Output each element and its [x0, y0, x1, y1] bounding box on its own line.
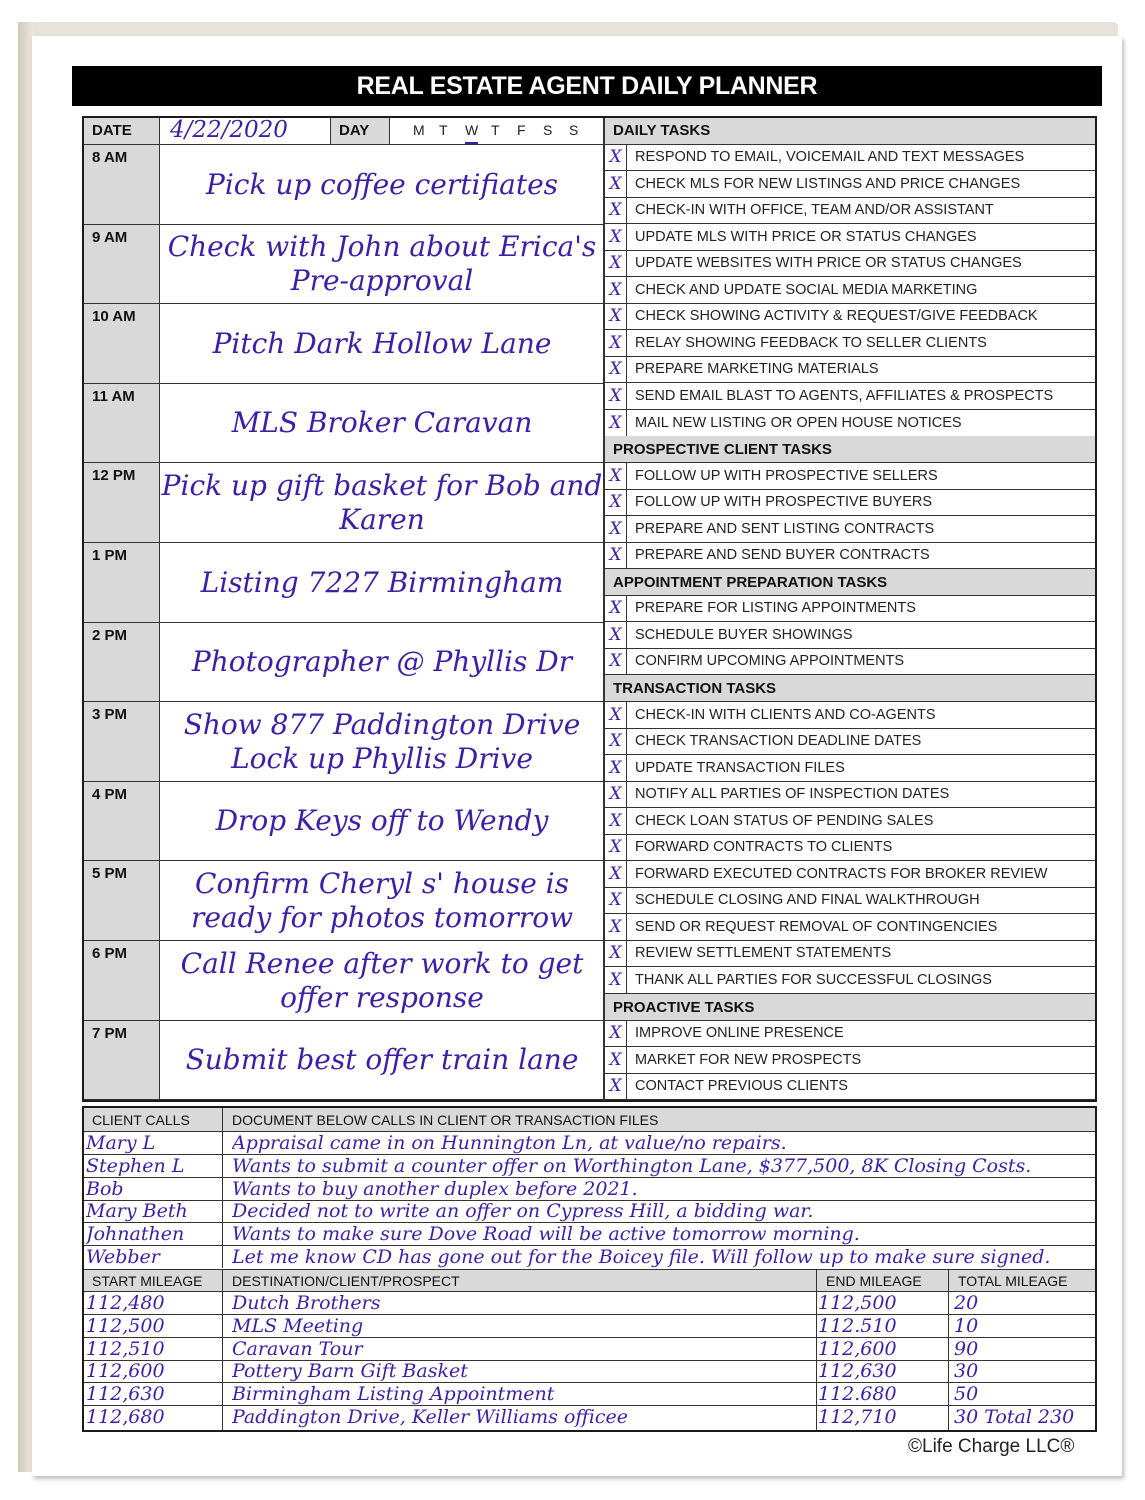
start-mileage: 112,480	[86, 1292, 165, 1314]
task-checkbox[interactable]: X	[605, 595, 627, 621]
task-section-heading: PROACTIVE TASKS	[605, 994, 1095, 1021]
hour-block	[84, 941, 604, 1021]
task-checkbox[interactable]: X	[605, 463, 627, 489]
task-label: CHECK LOAN STATUS OF PENDING SALES	[635, 813, 934, 829]
task-label: FORWARD CONTRACTS TO CLIENTS	[635, 839, 893, 855]
task-checkbox[interactable]: X	[605, 808, 627, 834]
task-row[interactable]	[605, 383, 1095, 410]
table-row	[84, 1292, 1095, 1315]
task-row[interactable]	[605, 834, 1095, 861]
task-row[interactable]	[605, 940, 1095, 967]
task-label: MARKET FOR NEW PROSPECTS	[635, 1052, 862, 1068]
total-mileage: 90	[954, 1338, 979, 1360]
task-label: FOLLOW UP WITH PROSPECTIVE BUYERS	[635, 494, 933, 510]
task-row[interactable]	[605, 1020, 1095, 1047]
hour-block	[84, 1021, 604, 1100]
task-checkbox[interactable]: X	[605, 1020, 627, 1046]
hour-block	[84, 145, 604, 225]
task-checkbox[interactable]: X	[605, 250, 627, 276]
date-label: DATE	[84, 118, 160, 144]
task-label: THANK ALL PARTIES FOR SUCCESSFUL CLOSINGS	[635, 972, 992, 988]
task-label: CHECK AND UPDATE SOCIAL MEDIA MARKETING	[635, 282, 978, 298]
task-label: SEND EMAIL BLAST TO AGENTS, AFFILIATES & PROSPECTS	[635, 388, 1054, 404]
table-row	[84, 1132, 1095, 1155]
hour-label: 3 PM	[84, 702, 160, 781]
day-option[interactable]: S	[543, 122, 553, 138]
day-selector	[405, 118, 600, 144]
task-row[interactable]	[605, 755, 1095, 782]
table-row	[84, 1178, 1095, 1201]
task-checkbox[interactable]: X	[605, 330, 627, 356]
task-row[interactable]	[605, 356, 1095, 383]
table-row	[84, 1383, 1095, 1406]
destination: Birmingham Listing Appointment	[232, 1383, 555, 1405]
task-row[interactable]	[605, 861, 1095, 888]
table-row	[84, 1360, 1095, 1383]
task-label: FORWARD EXECUTED CONTRACTS FOR BROKER REVIEW	[635, 866, 1048, 882]
hour-note[interactable]: Pick up coffee certifiates	[205, 167, 559, 201]
task-label: CHECK-IN WITH OFFICE, TEAM AND/OR ASSISTANT	[635, 202, 994, 218]
task-checkbox[interactable]: X	[605, 702, 627, 728]
copyright: ©Life Charge LLC®	[908, 1436, 1075, 1457]
task-checkbox[interactable]: X	[605, 356, 627, 382]
hour-note[interactable]: Show 877 Paddington Drive Lock up Phyllis Drive	[183, 707, 581, 775]
destination: MLS Meeting	[232, 1315, 364, 1337]
task-label: CHECK TRANSACTION DEADLINE DATES	[635, 733, 922, 749]
task-checkbox[interactable]: X	[605, 622, 627, 648]
task-checkbox[interactable]: X	[605, 224, 627, 250]
hour-label: 9 AM	[84, 225, 160, 303]
mileage-destination-header: DESTINATION/CLIENT/PROSPECT	[232, 1273, 460, 1289]
hour-label: 11 AM	[84, 384, 160, 462]
hour-note[interactable]: Confirm Cheryl s' house is ready for photos tomorrow	[190, 866, 574, 934]
date-value: 4/22/2020	[170, 117, 288, 143]
task-label: PREPARE AND SEND BUYER CONTRACTS	[635, 547, 930, 563]
task-row[interactable]	[605, 781, 1095, 808]
start-mileage: 112,630	[86, 1383, 165, 1405]
task-checkbox[interactable]: X	[605, 781, 627, 807]
task-checkbox[interactable]: X	[605, 144, 627, 170]
task-label: CONFIRM UPCOMING APPOINTMENTS	[635, 653, 905, 669]
task-label: SEND OR REQUEST REMOVAL OF CONTINGENCIES	[635, 919, 998, 935]
task-section-heading: DAILY TASKS	[613, 122, 711, 139]
call-note: Wants to make sure Dove Road will be active tomorrow morning.	[232, 1223, 860, 1245]
task-row[interactable]	[605, 516, 1095, 543]
task-checkbox[interactable]: X	[605, 1047, 627, 1073]
mileage-end-header: END MILEAGE	[826, 1273, 922, 1289]
hour-block	[84, 543, 604, 623]
task-checkbox[interactable]: X	[605, 755, 627, 781]
hour-label: 10 AM	[84, 304, 160, 383]
destination: Paddington Drive, Keller Williams officee	[232, 1406, 629, 1428]
task-label: CHECK MLS FOR NEW LISTINGS AND PRICE CHANGES	[635, 176, 1021, 192]
end-mileage: 112.680	[818, 1383, 897, 1405]
task-label: PREPARE MARKETING MATERIALS	[635, 361, 879, 377]
hour-block	[84, 463, 604, 543]
task-row[interactable]	[605, 1047, 1095, 1074]
task-label: REVIEW SETTLEMENT STATEMENTS	[635, 945, 892, 961]
task-row[interactable]	[605, 967, 1095, 994]
hour-label: 6 PM	[84, 941, 160, 1020]
task-label: SCHEDULE BUYER SHOWINGS	[635, 627, 853, 643]
hour-label: 1 PM	[84, 543, 160, 622]
client-name: Mary L	[86, 1132, 156, 1154]
mileage-start-header: START MILEAGE	[92, 1273, 203, 1289]
task-label: RESPOND TO EMAIL, VOICEMAIL AND TEXT MESSAGES	[635, 149, 1025, 165]
client-name: Johnathen	[86, 1223, 185, 1245]
hour-block	[84, 861, 604, 941]
task-checkbox[interactable]: X	[605, 489, 627, 515]
task-checkbox[interactable]: X	[605, 410, 627, 436]
day-option[interactable]: S	[569, 122, 579, 138]
task-row[interactable]	[605, 224, 1095, 251]
task-checkbox[interactable]: X	[605, 967, 627, 993]
task-row[interactable]	[605, 250, 1095, 277]
task-label: CONTACT PREVIOUS CLIENTS	[635, 1078, 848, 1094]
task-checkbox[interactable]: X	[605, 542, 627, 568]
total-mileage: 30 Total 230	[954, 1406, 1075, 1428]
task-label: UPDATE TRANSACTION FILES	[635, 760, 845, 776]
task-row[interactable]	[605, 144, 1095, 171]
day-label: DAY	[330, 118, 390, 144]
table-row	[84, 1406, 1095, 1429]
start-mileage: 112,680	[86, 1406, 165, 1428]
hour-label: 5 PM	[84, 861, 160, 940]
task-row[interactable]	[605, 648, 1095, 675]
task-row[interactable]	[605, 197, 1095, 224]
start-mileage: 112,500	[86, 1315, 165, 1337]
task-section-heading: PROSPECTIVE CLIENT TASKS	[605, 436, 1095, 463]
day-option[interactable]: M	[413, 122, 425, 138]
task-checkbox[interactable]: X	[605, 1073, 627, 1099]
task-row[interactable]	[605, 542, 1095, 569]
table-row	[84, 1315, 1095, 1338]
hour-block	[84, 384, 604, 463]
hour-label: 7 PM	[84, 1021, 160, 1099]
page-title: REAL ESTATE AGENT DAILY PLANNER	[72, 66, 1102, 106]
task-row[interactable]	[605, 463, 1095, 490]
hour-note[interactable]: Submit best offer train lane	[185, 1043, 579, 1076]
hour-note[interactable]: Call Renee after work to get offer response	[180, 946, 584, 1014]
call-note: Let me know CD has gone out for the Boicey file. Will follow up to make sure signed.	[232, 1246, 1051, 1268]
task-checkbox[interactable]: X	[605, 834, 627, 860]
task-section-heading: TRANSACTION TASKS	[605, 675, 1095, 702]
task-row[interactable]	[605, 622, 1095, 649]
hour-note[interactable]: Pitch Dark Hollow Lane	[212, 326, 552, 360]
client-name: Bob	[86, 1178, 124, 1200]
day-option[interactable]: T	[439, 122, 448, 138]
task-checkbox[interactable]: X	[605, 303, 627, 329]
task-checkbox[interactable]: X	[605, 648, 627, 674]
task-section-heading: APPOINTMENT PREPARATION TASKS	[605, 569, 1095, 596]
task-label: UPDATE WEBSITES WITH PRICE OR STATUS CHANGES	[635, 255, 1022, 271]
hour-label: 4 PM	[84, 782, 160, 860]
task-checkbox[interactable]: X	[605, 914, 627, 940]
task-label: MAIL NEW LISTING OR OPEN HOUSE NOTICES	[635, 415, 962, 431]
task-row[interactable]	[605, 171, 1095, 198]
mileage-total-header: TOTAL MILEAGE	[958, 1273, 1068, 1289]
destination: Dutch Brothers	[232, 1292, 381, 1314]
hour-note[interactable]: Check with John about Erica's Pre-approval	[167, 230, 597, 297]
day-option[interactable]: F	[517, 122, 526, 138]
table-row	[84, 1338, 1095, 1361]
task-checkbox[interactable]: X	[605, 861, 627, 887]
call-note: Decided not to write an offer on Cypress Hill, a bidding war.	[232, 1200, 814, 1222]
end-mileage: 112,630	[818, 1360, 897, 1382]
task-row[interactable]	[605, 914, 1095, 941]
task-label: PREPARE FOR LISTING APPOINTMENTS	[635, 600, 916, 616]
call-note: Wants to submit a counter offer on Worthington Lane, $377,500, 8K Closing Costs.	[232, 1155, 1032, 1177]
start-mileage: 112,510	[86, 1338, 165, 1360]
task-label: IMPROVE ONLINE PRESENCE	[635, 1025, 844, 1041]
task-row[interactable]	[605, 489, 1095, 516]
client-calls-note-header: DOCUMENT BELOW CALLS IN CLIENT OR TRANSACTION FILES	[232, 1112, 659, 1128]
client-name: Mary Beth	[86, 1200, 188, 1222]
hour-note[interactable]: Drop Keys off to Wendy	[215, 804, 549, 837]
task-label: CHECK-IN WITH CLIENTS AND CO-AGENTS	[635, 707, 936, 723]
task-row[interactable]	[605, 1073, 1095, 1100]
start-mileage: 112,600	[86, 1360, 165, 1382]
call-note: Wants to buy another duplex before 2021.	[232, 1178, 638, 1200]
task-row[interactable]	[605, 277, 1095, 304]
hour-block	[84, 702, 604, 782]
task-checkbox[interactable]: X	[605, 171, 627, 197]
end-mileage: 112,710	[818, 1406, 897, 1428]
hour-note[interactable]: Photographer @ Phyllis Dr	[191, 645, 573, 678]
task-label: NOTIFY ALL PARTIES OF INSPECTION DATES	[635, 786, 950, 802]
total-mileage: 10	[954, 1315, 979, 1337]
hour-note[interactable]: MLS Broker Caravan	[231, 406, 533, 439]
task-checkbox[interactable]: X	[605, 383, 627, 409]
table-row	[84, 1246, 1095, 1269]
task-label: PREPARE AND SENT LISTING CONTRACTS	[635, 521, 935, 537]
destination: Pottery Barn Gift Basket	[232, 1360, 468, 1382]
hour-note[interactable]: Pick up gift basket for Bob and Karen	[161, 468, 603, 536]
table-row	[84, 1223, 1095, 1246]
client-name: Webber	[86, 1246, 160, 1268]
day-option[interactable]: W	[465, 118, 478, 144]
hour-block	[84, 623, 604, 702]
destination: Caravan Tour	[232, 1338, 363, 1360]
task-label: FOLLOW UP WITH PROSPECTIVE SELLERS	[635, 468, 938, 484]
hour-label: 12 PM	[84, 463, 160, 542]
total-mileage: 30	[954, 1360, 979, 1382]
end-mileage: 112,600	[818, 1338, 897, 1360]
task-checkbox[interactable]: X	[605, 277, 627, 303]
task-row[interactable]	[605, 702, 1095, 729]
task-checkbox[interactable]: X	[605, 887, 627, 913]
hour-label: 2 PM	[84, 623, 160, 701]
hour-label: 8 AM	[84, 145, 160, 224]
table-row	[84, 1155, 1095, 1178]
client-name: Stephen L	[86, 1155, 185, 1177]
task-label: RELAY SHOWING FEEDBACK TO SELLER CLIENTS	[635, 335, 987, 351]
task-row[interactable]	[605, 330, 1095, 357]
hour-block	[84, 782, 604, 861]
task-row[interactable]	[605, 303, 1095, 330]
task-checkbox[interactable]: X	[605, 940, 627, 966]
task-row[interactable]	[605, 887, 1095, 914]
task-label: SCHEDULE CLOSING AND FINAL WALKTHROUGH	[635, 892, 980, 908]
hour-block	[84, 225, 604, 304]
task-label: CHECK SHOWING ACTIVITY & REQUEST/GIVE FEEDBACK	[635, 308, 1038, 324]
total-mileage: 50	[954, 1383, 979, 1405]
call-note: Appraisal came in on Hunnington Ln, at value/no repairs.	[232, 1132, 787, 1154]
task-row[interactable]	[605, 410, 1095, 437]
task-checkbox[interactable]: X	[605, 516, 627, 542]
hour-block	[84, 304, 604, 384]
task-row[interactable]	[605, 728, 1095, 755]
end-mileage: 112.510	[818, 1315, 897, 1337]
task-checkbox[interactable]: X	[605, 197, 627, 223]
task-row[interactable]	[605, 808, 1095, 835]
task-checkbox[interactable]: X	[605, 728, 627, 754]
task-label: UPDATE MLS WITH PRICE OR STATUS CHANGES	[635, 229, 977, 245]
end-mileage: 112,500	[818, 1292, 897, 1314]
total-mileage: 20	[954, 1292, 979, 1314]
day-option[interactable]: T	[491, 122, 500, 138]
hour-note[interactable]: Listing 7227 Birmingham	[200, 565, 564, 599]
task-row[interactable]	[605, 595, 1095, 622]
table-row	[84, 1200, 1095, 1223]
client-calls-header: CLIENT CALLS	[92, 1112, 190, 1128]
